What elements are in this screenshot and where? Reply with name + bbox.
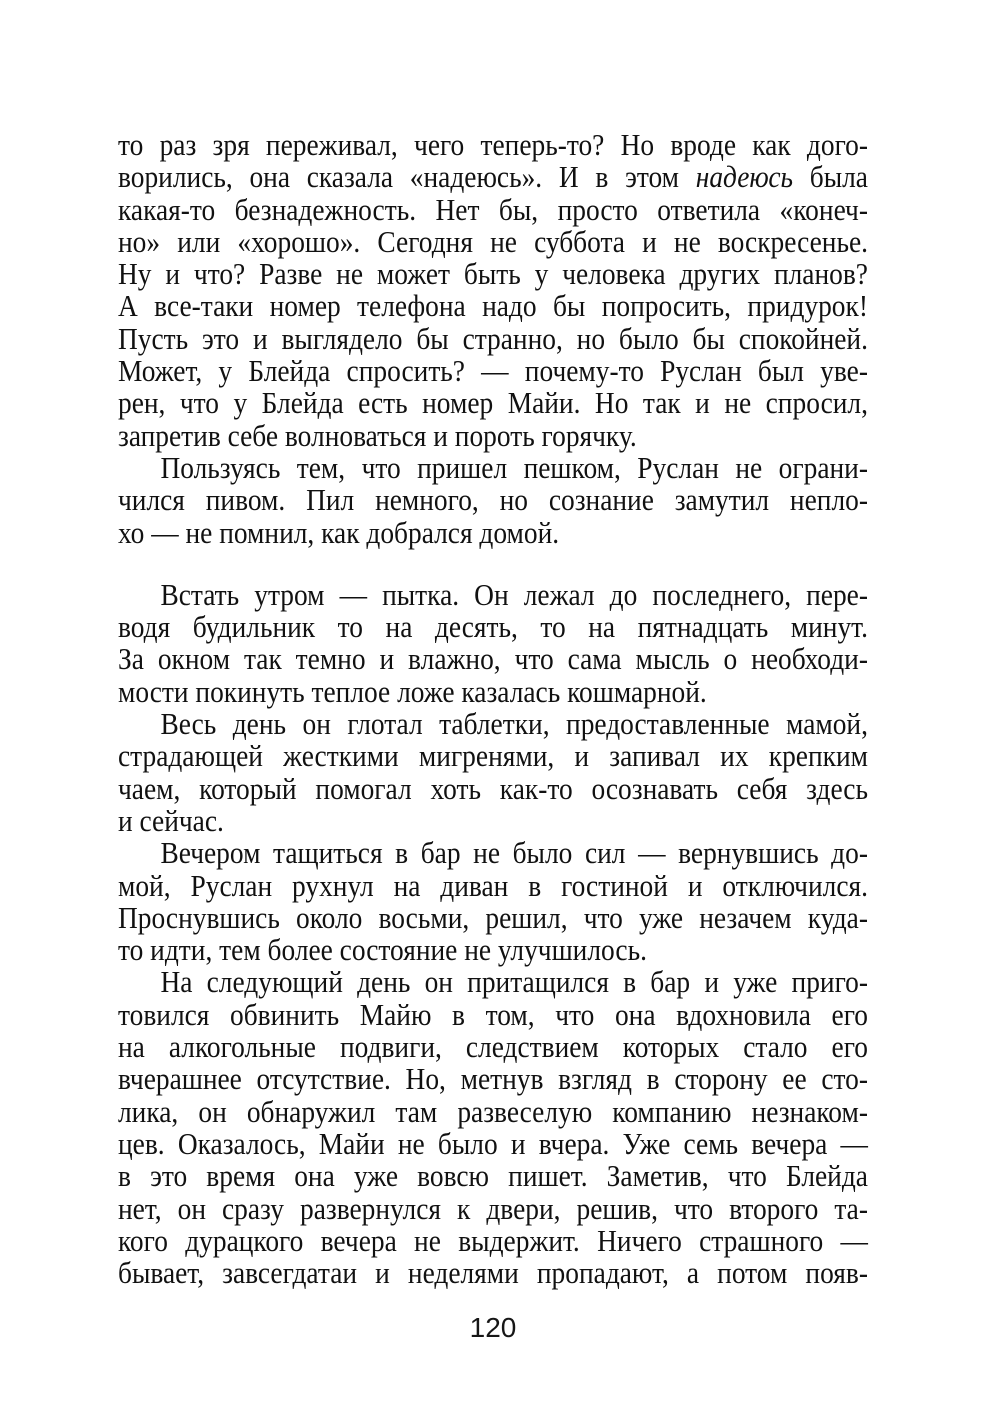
- text-line: [118, 899, 868, 935]
- text-segment: цев. Оказалось, Майи не было и вчера. Уже семь вечера —: [118, 1125, 868, 1161]
- text-segment: товился обвинить Майю в том, что она вдохновила его: [118, 996, 868, 1032]
- text-line: [118, 161, 868, 193]
- text-line: [118, 514, 868, 550]
- text-block: [118, 129, 868, 1289]
- paragraph: [118, 837, 868, 966]
- paragraph: [118, 129, 868, 452]
- text-segment: вчерашнее отсутствие. Но, метнув взгляд в сторону ее сто-: [118, 1061, 868, 1097]
- text-line: [118, 611, 868, 643]
- text-line: [118, 673, 868, 709]
- text-line: [118, 643, 868, 675]
- text-line: [118, 1160, 868, 1192]
- section-break: [118, 549, 868, 579]
- text-line: [118, 576, 868, 612]
- text-segment: На следующий день он притащился в бар и уже приго-: [160, 964, 868, 1000]
- text-segment: лика, он обнаружил там развеселую компанию незнаком-: [118, 1093, 868, 1129]
- text-segment: кого дурацкого вечера не выдержит. Ничего страшного —: [118, 1222, 868, 1258]
- paragraph: [118, 966, 868, 1289]
- text-segment: была: [793, 159, 868, 195]
- text-line: [118, 191, 868, 227]
- text-segment: чился пивом. Пил немного, но сознание замутил непло-: [118, 482, 868, 518]
- text-line: [118, 1222, 868, 1258]
- text-segment: За окном так темно и влажно, что сама мысль о необходи-: [118, 641, 868, 677]
- text-segment: Проснувшись около восьми, решил, что уже незачем куда-: [118, 899, 868, 935]
- text-line: [118, 837, 868, 869]
- text-segment: чаем, который помогал хоть как-то осознавать себя здесь: [118, 770, 868, 806]
- text-segment: на алкогольные подвиги, следствием которых стало его: [118, 1029, 868, 1065]
- text-segment: в это время она уже вовсю пишет. Заметив, что Блейда: [118, 1158, 868, 1194]
- text-line: [118, 996, 868, 1032]
- text-segment: Пользуясь тем, что пришел пешком, Руслан не ограни-: [160, 449, 868, 485]
- text-segment: то идти, тем более состояние не улучшилось.: [118, 932, 647, 968]
- text-segment: то раз зря переживал, чего теперь-то? Но вроде как дого-: [118, 127, 868, 162]
- text-line: [118, 708, 868, 740]
- text-line: [118, 258, 868, 290]
- text-line: [118, 966, 868, 998]
- text-segment: Встать утром — пытка. Он лежал до последнего, пере-: [160, 576, 868, 612]
- text-line: [118, 802, 868, 838]
- paragraph: [118, 708, 868, 837]
- text-line: [118, 129, 868, 161]
- text-line: [118, 867, 868, 903]
- text-segment: рен, что у Блейда есть номер Майи. Но так и не спросил,: [118, 385, 868, 421]
- text-line: [118, 770, 868, 806]
- text-line: [118, 223, 868, 259]
- text-segment: Пусть это и выглядело бы странно, но было бы спокойней.: [118, 320, 868, 356]
- text-segment: Ну и что? Разве не может быть у человека других планов?: [118, 256, 868, 292]
- italic-text-segment: надеюсь: [695, 159, 794, 195]
- text-line: [118, 1125, 868, 1161]
- text-segment: какая-то безнадежность. Нет бы, просто ответила «конеч-: [118, 191, 868, 227]
- text-line: [118, 1257, 868, 1289]
- text-line: [118, 290, 868, 322]
- text-segment: хо — не помнил, как добрался домой.: [118, 514, 560, 550]
- text-line: [118, 740, 868, 772]
- text-segment: бывает, завсегдатаи и неделями пропадают, а потом появ-: [118, 1255, 868, 1291]
- text-segment: Вечером тащиться в бар не было сил — вернувшись до-: [160, 835, 868, 871]
- paragraph: [118, 576, 868, 709]
- text-line: [118, 1031, 868, 1063]
- text-line: [118, 387, 868, 419]
- text-segment: запретив себе волноваться и пороть горячку.: [118, 417, 637, 453]
- text-line: [118, 484, 868, 516]
- text-line: [118, 1093, 868, 1129]
- text-line: [118, 934, 868, 966]
- text-segment: А все-таки номер телефона надо бы попросить, придурок!: [118, 288, 868, 324]
- text-segment: и сейчас.: [118, 802, 224, 838]
- text-line: [118, 1190, 868, 1226]
- text-segment: страдающей жесткими мигренями, и запивал их крепким: [118, 738, 868, 774]
- text-segment: Может, у Блейда спросить? — почему-то Руслан был уве-: [118, 353, 868, 389]
- text-segment: мости покинуть теплое ложе казалась кошмарной.: [118, 673, 707, 709]
- paragraph: [118, 449, 868, 550]
- text-line: [118, 1063, 868, 1095]
- text-line: [118, 320, 868, 356]
- page-number: 120: [469, 1312, 517, 1343]
- text-line: [118, 417, 868, 453]
- text-segment: Весь день он глотал таблетки, предоставленные мамой,: [160, 706, 868, 742]
- text-line: [118, 355, 868, 387]
- text-segment: нет, он сразу развернулся к двери, решив, что второго та-: [118, 1190, 868, 1226]
- text-segment: мой, Руслан рухнул на диван в гостиной и отключился.: [118, 867, 868, 903]
- text-line: [118, 449, 868, 485]
- text-segment: ворились, она сказала «надеюсь». И в этом: [118, 159, 696, 195]
- text-segment: но» или «хорошо». Сегодня не суббота и не воскресенье.: [118, 223, 868, 259]
- text-segment: водя будильник то на десять, то на пятнадцать минут.: [118, 609, 868, 645]
